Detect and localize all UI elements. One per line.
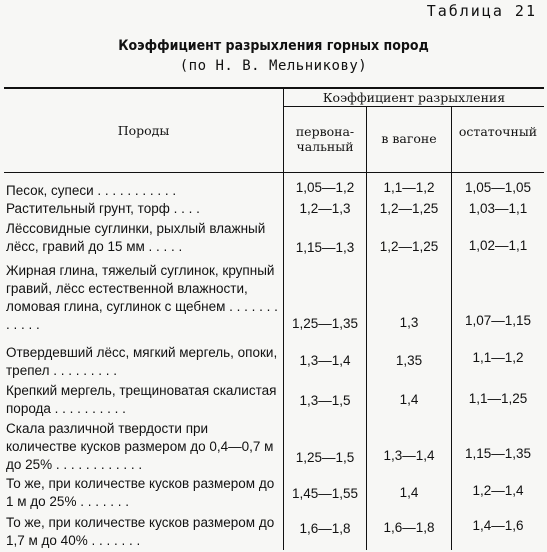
row-label: То же, при количестве кусков размером до 1,7 м до 40% . . . . . . . bbox=[6, 515, 275, 548]
cell-wagon: 1,4 bbox=[399, 485, 419, 500]
cell-residual: 1,1—1,2 bbox=[472, 350, 524, 365]
cell-residual: 1,4—1,6 bbox=[472, 518, 524, 533]
cell-residual: 1,05—1,05 bbox=[464, 180, 532, 195]
row-label: Жирная глина, тяжелый суглинок, крупный гравий, лёсс естественной влажности, ломовая глина, суглинок с щебнем . . . . . . . . . . . . bbox=[6, 263, 278, 332]
cell-wagon: 1,3 bbox=[399, 315, 419, 330]
cell-wagon: 1,1—1,2 bbox=[383, 180, 435, 195]
row-label: То же, при количестве кусков размером до 1 м до 25% . . . . . . . bbox=[6, 476, 275, 509]
cell-residual: 1,1—1,25 bbox=[468, 391, 528, 406]
header-rock: Породы bbox=[117, 123, 170, 138]
cell-residual: 1,02—1,1 bbox=[468, 238, 528, 253]
table-title: Коэффициент разрыхления горных пород bbox=[118, 38, 429, 54]
top-rule bbox=[4, 87, 544, 89]
cell-wagon: 1,3—1,4 bbox=[383, 448, 435, 463]
row-label: Скала различной твердости при количестве кусков размером до 0,4—0,7 м до 25% . . . . . . . . . . . . bbox=[6, 421, 274, 472]
cell-residual: 1,03—1,1 bbox=[468, 201, 528, 216]
cell-wagon: 1,4 bbox=[399, 392, 419, 407]
cell-initial: 1,2—1,3 bbox=[299, 201, 351, 216]
group-rule bbox=[283, 106, 544, 107]
cell-residual: 1,15—1,35 bbox=[464, 446, 532, 461]
cell-wagon: 1,35 bbox=[395, 353, 423, 368]
row-label: Крепкий мергель, трещиноватая скалистая порода . . . . . . . . . . bbox=[6, 383, 277, 416]
cell-initial: 1,25—1,5 bbox=[295, 450, 355, 465]
cell-initial: 1,6—1,8 bbox=[299, 521, 351, 536]
cell-residual: 1,07—1,15 bbox=[464, 313, 532, 328]
cell-wagon: 1,2—1,25 bbox=[379, 239, 439, 254]
header-initial: первона- чальный bbox=[295, 124, 355, 154]
header-residual: остаточный bbox=[458, 124, 538, 139]
header-wagon: в вагоне bbox=[381, 131, 437, 146]
table-subtitle: (по Н. В. Мельникову) bbox=[179, 58, 368, 74]
row-label: Песок, супеси . . . . . . . . . . . bbox=[6, 183, 177, 198]
cell-initial: 1,25—1,35 bbox=[291, 316, 359, 331]
table-number: Таблица 21 bbox=[426, 2, 537, 20]
cell-initial: 1,45—1,55 bbox=[291, 486, 359, 501]
cell-initial: 1,05—1,2 bbox=[295, 180, 355, 195]
header-coeff-group: Коэффициент разрыхления bbox=[322, 90, 506, 105]
cell-wagon: 1,2—1,25 bbox=[379, 201, 439, 216]
cell-wagon: 1,6—1,8 bbox=[383, 520, 435, 535]
cell-initial: 1,3—1,4 bbox=[299, 353, 351, 368]
row-label: Лёссовидные суглинки, рыхлый влажный лёсс, гравий до 15 мм . . . . . bbox=[6, 221, 266, 254]
row-label: Отвердевший лёсс, мягкий мергель, опоки, трепел . . . . . . . . . bbox=[6, 345, 278, 378]
cell-initial: 1,15—1,3 bbox=[295, 240, 355, 255]
cell-initial: 1,3—1,5 bbox=[299, 393, 351, 408]
header-bottom-rule bbox=[4, 172, 544, 173]
cell-residual: 1,2—1,4 bbox=[472, 483, 524, 498]
row-label: Растительный грунт, торф . . . . bbox=[6, 201, 200, 216]
